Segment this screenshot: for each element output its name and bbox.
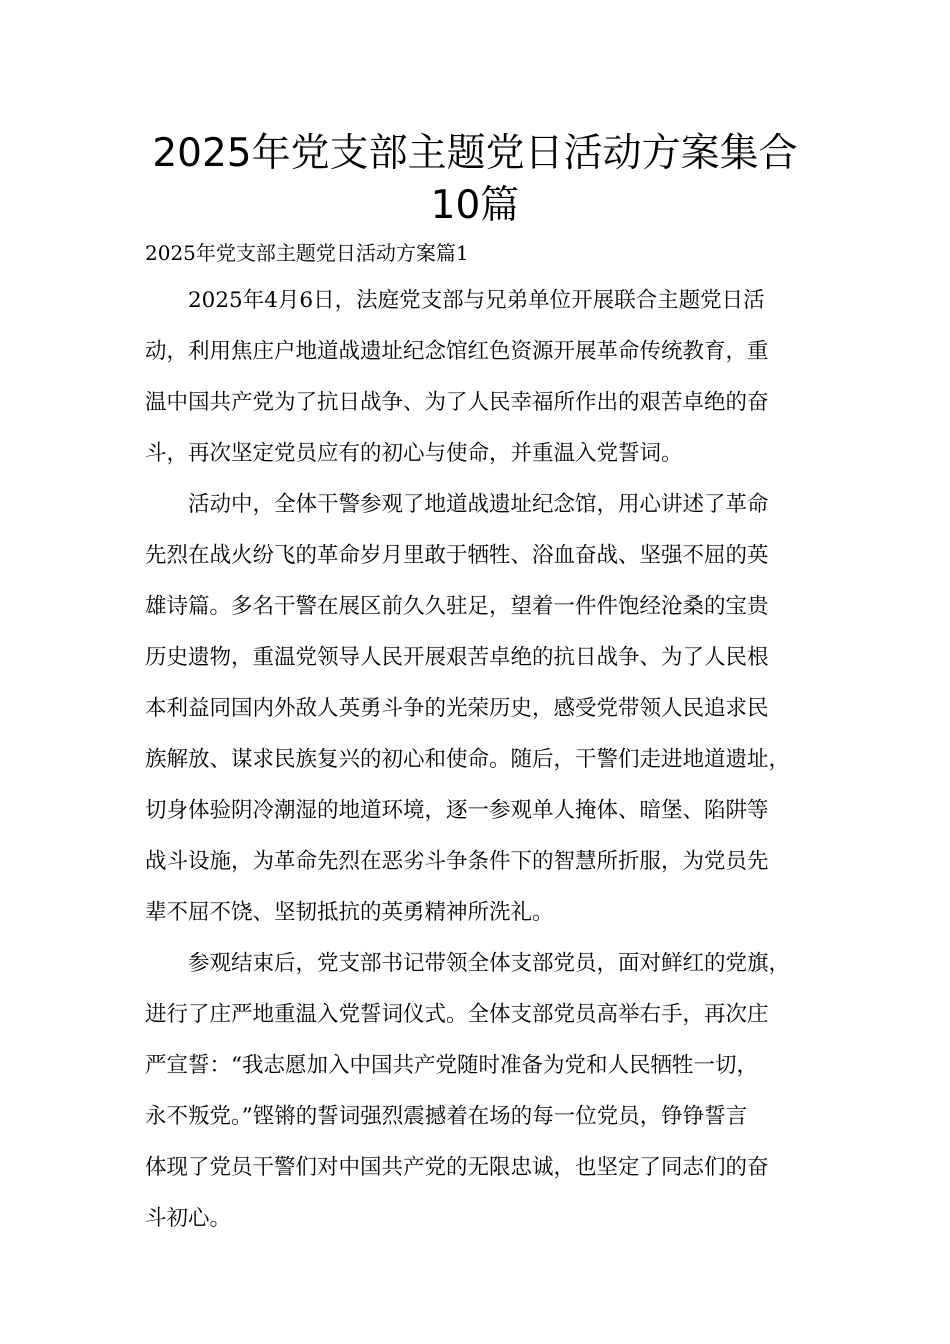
document-title-line-2: 10篇: [430, 183, 520, 228]
paragraph-line: 体现了党员干警们对中国共产党的无限忠诚，也坚定了同志们的奋: [145, 1155, 769, 1180]
paragraph-line: 动，利用焦庄户地道战遗址纪念馆红色资源开展革命传统教育，重: [145, 339, 769, 364]
paragraph-line: 战斗设施，为革命先烈在恶劣斗争条件下的智慧所折服，为党员先: [145, 849, 769, 874]
paragraph-line: 历史遗物，重温党领导人民开展艰苦卓绝的抗日战争、为了人民根: [145, 645, 769, 670]
paragraph-line: 温中国共产党为了抗日战争、为了人民幸福所作出的艰苦卓绝的奋: [145, 390, 769, 415]
section-heading: 2025年党支部主题党日活动方案篇1: [145, 241, 469, 265]
paragraph-line: 进行了庄严地重温入党誓词仪式。全体支部党员高举右手，再次庄: [145, 1002, 769, 1027]
paragraph-line: 活动中，全体干警参观了地道战遗址纪念馆，用心讲述了革命: [188, 492, 769, 517]
paragraph-line: 辈不屈不饶、坚韧抵抗的英勇精神所洗礼。: [145, 900, 554, 925]
paragraph-line: 严宣誓：“我志愿加入中国共产党随时准备为党和人民牺牲一切，: [145, 1053, 758, 1078]
paragraph-line: 永不叛党。”铿锵的誓词强烈震撼着在场的每一位党员，铮铮誓言: [145, 1104, 748, 1129]
paragraph-line: 先烈在战火纷飞的革命岁月里敢于牺牲、浴血奋战、坚强不屈的英: [145, 543, 769, 568]
paragraph-line: 本利益同国内外敌人英勇斗争的光荣历史，感受党带领人民追求民: [145, 696, 769, 721]
paragraph-line: 切身体验阴冷潮湿的地道环境，逐一参观单人掩体、暗堡、陷阱等: [145, 798, 769, 823]
paragraph-line: 参观结束后，党支部书记带领全体支部党员，面对鲜红的党旗，: [188, 951, 791, 976]
paragraph-line: 斗，再次坚定党员应有的初心与使命，并重温入党誓词。: [145, 441, 683, 466]
paragraph-line: 雄诗篇。多名干警在展区前久久驻足，望着一件件饱经沧桑的宝贵: [145, 594, 769, 619]
paragraph-line: 族解放、谋求民族复兴的初心和使命。随后，干警们走进地道遗址，: [145, 747, 791, 772]
document-title-line-1: 2025年党支部主题党日活动方案集合: [152, 131, 798, 176]
paragraph-line: 斗初心。: [145, 1206, 232, 1231]
paragraph-line: 2025年4月6日，法庭党支部与兄弟单位开展联合主题党日活: [188, 288, 765, 313]
